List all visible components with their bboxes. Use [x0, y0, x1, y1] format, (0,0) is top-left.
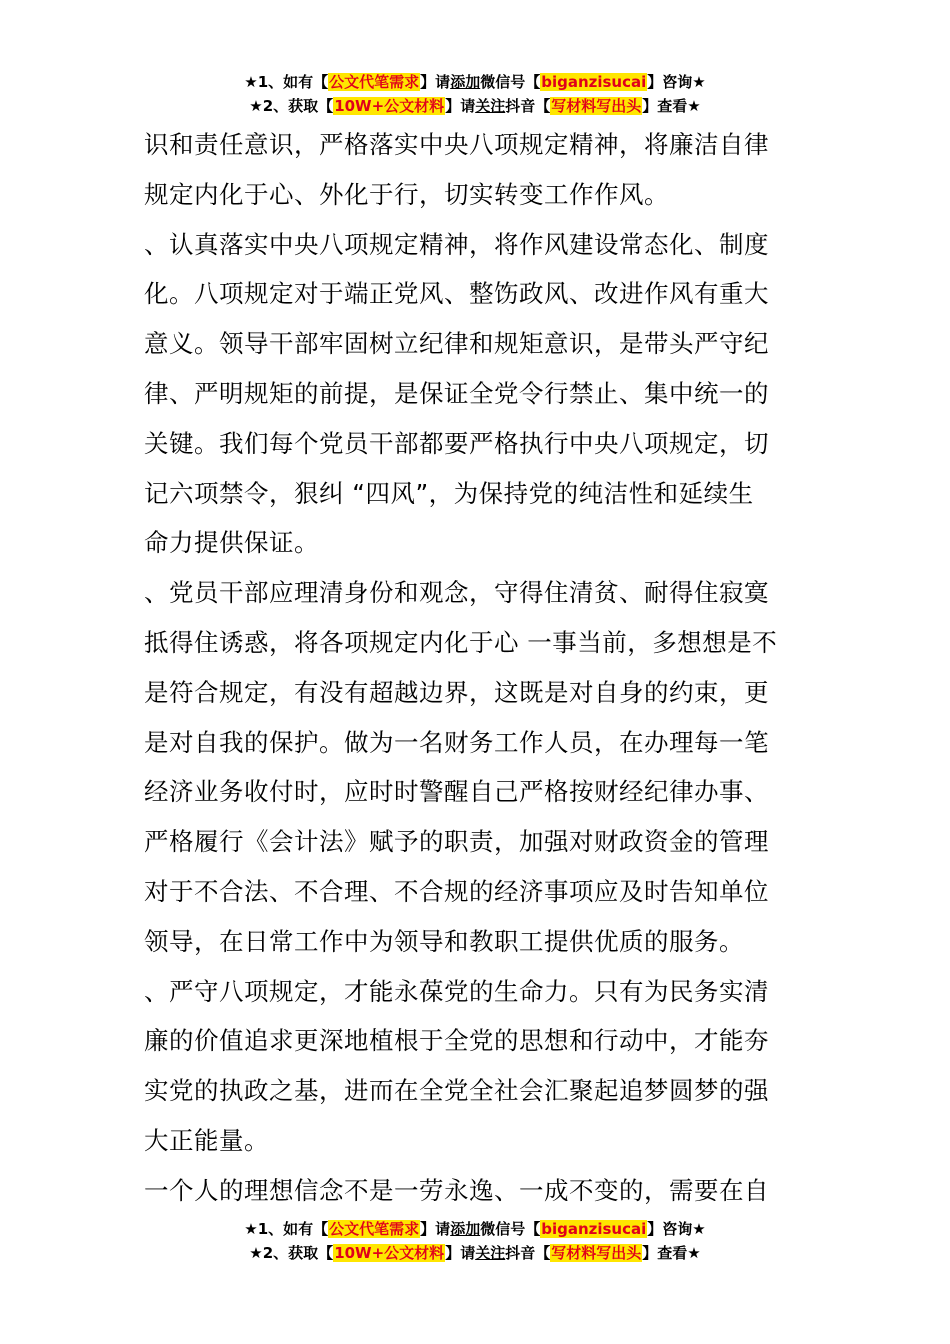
text-line: 廉的价值追求更深地植根于全党的思想和行动中，才能夯	[144, 1026, 769, 1056]
promo-line-1	[0, 1217, 950, 1241]
text-line: 一个人的理想信念不是一劳永逸、一成不变的，需要在自	[144, 1175, 769, 1205]
promo-line-1	[0, 70, 950, 94]
text-line: 识和责任意识，严格落实中央八项规定精神，将廉洁自律	[144, 130, 769, 159]
promo-text: 】咨询★	[647, 73, 706, 91]
promo-highlight: 10W+公文材料	[334, 97, 445, 115]
text-line: 实党的执政之基，进而在全党全社会汇聚起追梦圆梦的强	[144, 1076, 769, 1106]
promo-highlight: 公文代笔需求	[329, 73, 420, 91]
wechat-id-highlight: biganzisucai	[541, 1220, 647, 1238]
promo-text: ★2、获取【	[249, 97, 334, 115]
text-line: 关键。我们每个党员干部都要严格执行中央八项规定，切	[144, 428, 769, 458]
promo-text: ★2、获取【	[249, 1244, 334, 1262]
promo-text: 抖音【	[505, 1244, 551, 1262]
promo-text: 】请	[420, 1220, 451, 1238]
promo-text: 】查看★	[642, 97, 701, 115]
text-line: 、认真落实中央八项规定精神，将作风建设常态化、制度	[144, 229, 769, 259]
text-line: 经济业务收付时，应时时警醒自己严格按财经纪律办事、	[144, 777, 769, 807]
promo-text: 】查看★	[642, 1244, 701, 1262]
text-line: 领导，在日常工作中为领导和教职工提供优质的服务。	[144, 926, 744, 956]
promo-text: 】请	[420, 73, 451, 91]
text-line: 规定内化于心、外化于行，切实转变工作作风。	[144, 179, 669, 209]
promo-text: ★1、如有【	[244, 1220, 329, 1238]
promo-text: 】请	[445, 1244, 476, 1262]
text-line: 、党员干部应理清身份和观念，守得住清贫、耐得住寂寞	[144, 578, 769, 608]
text-line: 命力提供保证。	[144, 528, 319, 558]
promo-highlight: 10W+公文材料	[334, 1244, 445, 1262]
text-line: 抵得住诱惑，将各项规定内化于心 一事当前，多想想是不	[144, 627, 778, 657]
text-line: 记六项禁令，狠纠 “四风”，为保持党的纯洁性和延续生	[144, 478, 754, 508]
promo-underlined: 添加	[450, 1220, 481, 1238]
promo-text: 微信号【	[480, 1220, 541, 1238]
text-line: 对于不合法、不合理、不合规的经济事项应及时告知单位	[144, 876, 769, 906]
promo-text: ★1、如有【	[244, 73, 329, 91]
header-promo-banner	[0, 70, 950, 118]
douyin-id-highlight: 写材料写出头	[551, 1244, 642, 1262]
promo-text: 微信号【	[480, 73, 541, 91]
document-body	[144, 120, 808, 1216]
text-line: 、严守八项规定，才能永葆党的生命力。只有为民务实清	[144, 976, 769, 1006]
promo-text: 抖音【	[505, 97, 551, 115]
text-line: 化。八项规定对于端正党风、整饬政风、改进作风有重大	[144, 279, 769, 309]
douyin-id-highlight: 写材料写出头	[551, 97, 642, 115]
promo-highlight: 公文代笔需求	[329, 1220, 420, 1238]
text-line: 是对自我的保护。做为一名财务工作人员，在办理每一笔	[144, 727, 769, 757]
promo-line-2	[0, 1241, 950, 1265]
text-line: 律、严明规矩的前提，是保证全党令行禁止、集中统一的	[144, 378, 769, 408]
promo-text: 】请	[445, 97, 476, 115]
text-line: 意义。领导干部牢固树立纪律和规矩意识，是带头严守纪	[144, 329, 769, 359]
promo-underlined: 关注	[475, 97, 506, 115]
footer-promo-banner	[0, 1217, 950, 1265]
promo-underlined: 添加	[450, 73, 481, 91]
wechat-id-highlight: biganzisucai	[541, 73, 647, 91]
promo-underlined: 关注	[475, 1244, 506, 1262]
text-line: 大正能量。	[144, 1125, 269, 1155]
promo-text: 】咨询★	[647, 1220, 706, 1238]
text-line: 是符合规定，有没有超越边界，这既是对自身的约束，更	[144, 677, 769, 707]
text-line: 严格履行《会计法》赋予的职责，加强对财政资金的管理	[144, 827, 769, 857]
promo-line-2	[0, 94, 950, 118]
